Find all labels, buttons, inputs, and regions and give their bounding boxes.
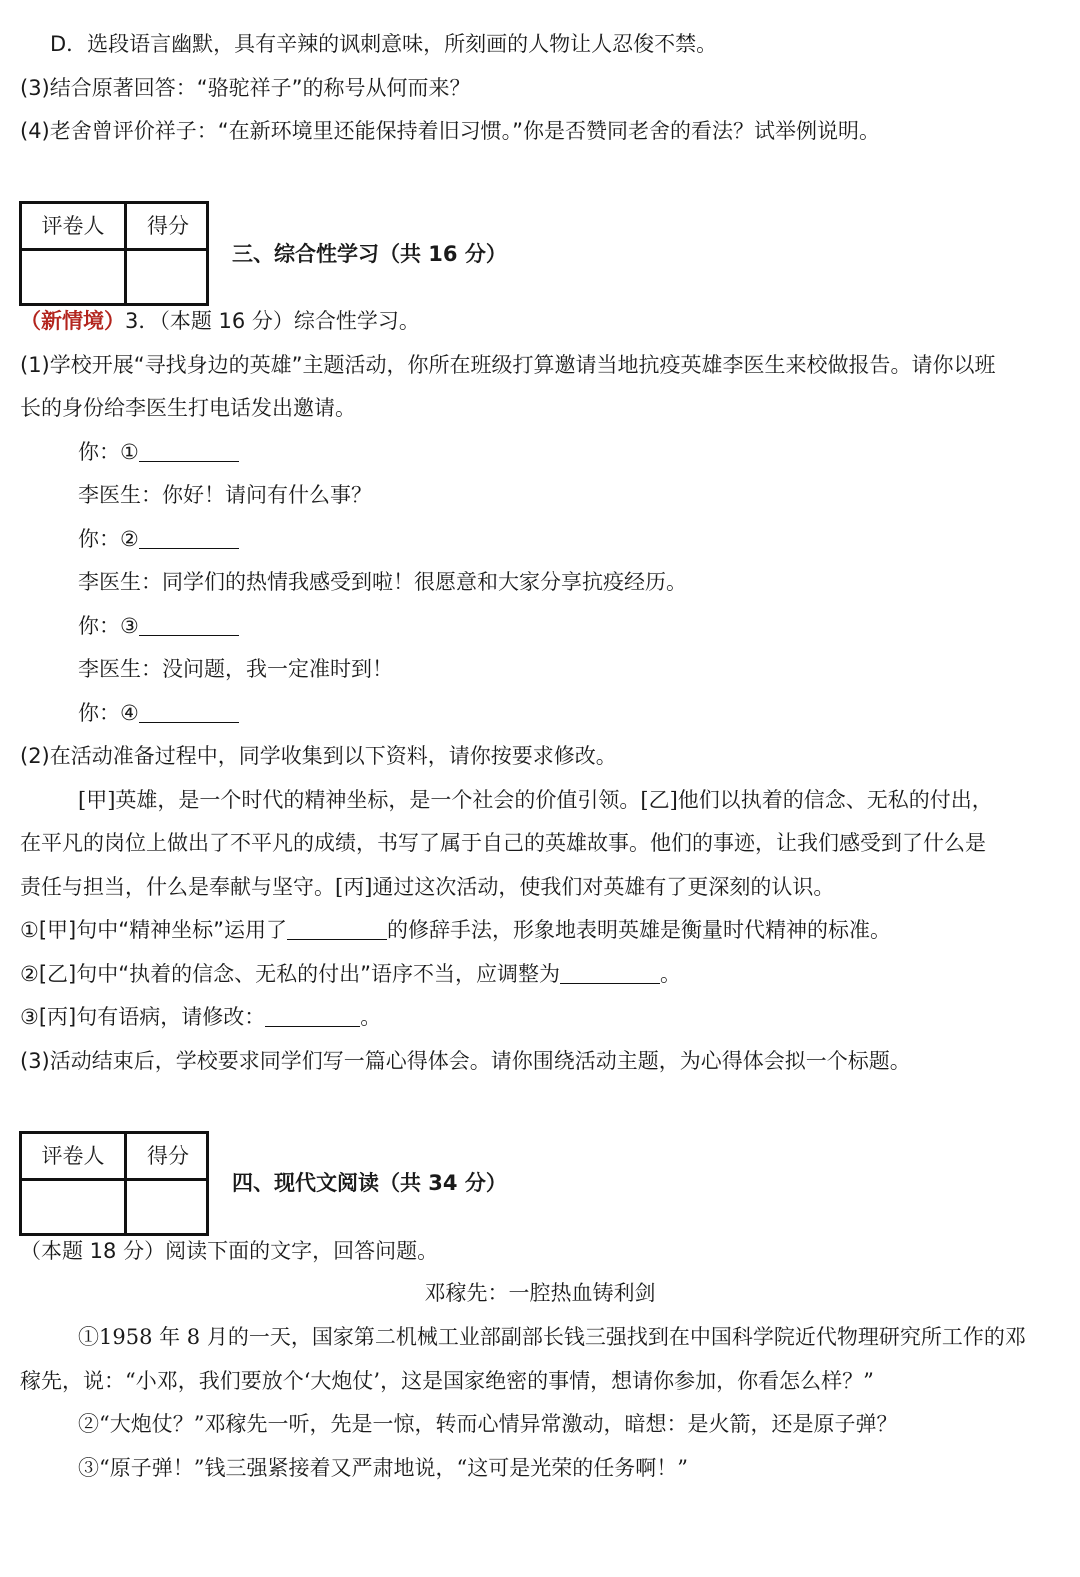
part-1-line-2: 长的身份给李医生打电话发出邀请。 <box>20 396 356 420</box>
score-box-section-3 <box>19 201 209 306</box>
dialogue-text: ③ <box>120 614 139 638</box>
section-4-intro: （本题 18 分）阅读下面的文字，回答问题。 <box>20 1239 439 1263</box>
sub-question-1 <box>20 915 891 945</box>
article-para-1-line-2: 稼先，说：“小邓，我们要放个‘大炮仗’，这是国家绝密的事情，想请你参加，你看怎么样？” <box>20 1369 874 1393</box>
dialogue-text: ④ <box>120 701 139 725</box>
sub-question-3 <box>20 1002 381 1032</box>
dialogue-speaker: 你： <box>78 527 120 551</box>
question-3-heading <box>20 306 420 336</box>
dialogue-text: 你好！请问有什么事？ <box>162 483 372 507</box>
dialogue-speaker: 李医生： <box>78 570 162 594</box>
answer-blank[interactable] <box>139 613 239 636</box>
dialogue-line <box>78 611 239 641</box>
question-3-heading-text: 3．（本题 16 分）综合性学习。 <box>125 309 420 333</box>
grader-label: 评卷人 <box>41 1144 105 1168</box>
passage-line-3: 责任与担当，什么是奉献与坚守。[丙]通过这次活动，使我们对英雄有了更深刻的认识。 <box>20 875 835 899</box>
question-3: (3)结合原著回答：“骆驼祥子”的称号从何而来？ <box>20 76 471 100</box>
answer-blank[interactable] <box>560 961 660 984</box>
sub-question-text: ③[丙]句有语病，请修改： <box>20 1005 266 1029</box>
dialogue-speaker: 李医生： <box>78 483 162 507</box>
passage-line-1: [甲]英雄，是一个时代的精神坐标，是一个社会的价值引领。[乙]他们以执着的信念、无私的付出， <box>78 788 993 812</box>
sub-question-text: 。 <box>360 1005 382 1029</box>
part-3-prompt: (3)活动结束后，学校要求同学们写一篇心得体会。请你围绕活动主题，为心得体会拟一个标题。 <box>20 1049 911 1073</box>
passage-line-2: 在平凡的岗位上做出了不平凡的成绩，书写了属于自己的英雄故事。他们的事迹，让我们感受到了什么是 <box>20 831 986 855</box>
dialogue-speaker: 李医生： <box>78 657 162 681</box>
dialogue-line <box>78 524 239 554</box>
part-1-line-1: (1)学校开展“寻找身边的英雄”主题活动，你所在班级打算邀请当地抗疫英雄李医生来校做报告。请你以班 <box>20 353 996 377</box>
score-label: 得分 <box>147 1144 189 1168</box>
dialogue-speaker: 你： <box>78 614 120 638</box>
article-para-1-line-1: ①1958 年 8 月的一天，国家第二机械工业部副部长钱三强找到在中国科学院近代物理研究所工作的邓 <box>78 1325 1026 1349</box>
part-2-prompt: (2)在活动准备过程中，同学收集到以下资料，请你按要求修改。 <box>20 744 617 768</box>
dialogue-speaker: 你： <box>78 440 120 464</box>
dialogue-text: ② <box>120 527 139 551</box>
dialogue-line <box>78 567 687 597</box>
article-para-2: ②“大炮仗？”邓稼先一听，先是一惊，转而心情异常激动，暗想：是火箭，还是原子弹？ <box>78 1412 898 1436</box>
dialogue-text: 没问题，我一定准时到！ <box>162 657 393 681</box>
article-title: 邓稼先：一腔热血铸利剑 <box>424 1281 656 1305</box>
dialogue-line <box>78 437 239 467</box>
answer-blank[interactable] <box>287 917 387 940</box>
score-label: 得分 <box>147 214 189 238</box>
sub-question-text: ①[甲]句中“精神坐标”运用了 <box>20 918 287 942</box>
dialogue-line <box>78 654 393 684</box>
score-box-section-4 <box>19 1131 209 1236</box>
answer-blank[interactable] <box>139 526 239 549</box>
sub-question-text: 。 <box>659 962 681 986</box>
option-d: D．选段语言幽默，具有辛辣的讽刺意味，所刻画的人物让人忍俊不禁。 <box>50 32 718 56</box>
grader-label: 评卷人 <box>41 214 105 238</box>
sub-question-text: 的修辞手法，形象地表明英雄是衡量时代精神的标准。 <box>386 918 891 942</box>
sub-question-text: ②[乙]句中“执着的信念、无私的付出”语序不当，应调整为 <box>20 962 560 986</box>
dialogue-line <box>78 698 239 728</box>
answer-blank[interactable] <box>265 1004 360 1027</box>
dialogue-speaker: 你： <box>78 701 120 725</box>
sub-question-2 <box>20 959 681 989</box>
question-4: (4)老舍曾评价祥子：“在新环境里还能保持着旧习惯。”你是否赞同老舍的看法？试举例说明。 <box>20 119 881 143</box>
answer-blank[interactable] <box>139 700 239 723</box>
answer-blank[interactable] <box>139 439 239 462</box>
section-3-title: 三、综合性学习（共 16 分） <box>232 242 507 266</box>
article-para-3: ③“原子弹！”钱三强紧接着又严肃地说，“这可是光荣的任务啊！” <box>78 1456 688 1480</box>
section-4-title: 四、现代文阅读（共 34 分） <box>232 1171 507 1195</box>
dialogue-text: 同学们的热情我感受到啦！很愿意和大家分享抗疫经历。 <box>162 570 687 594</box>
dialogue-line <box>78 480 372 510</box>
new-context-tag: （新情境） <box>20 309 125 333</box>
dialogue-text: ① <box>120 440 139 464</box>
